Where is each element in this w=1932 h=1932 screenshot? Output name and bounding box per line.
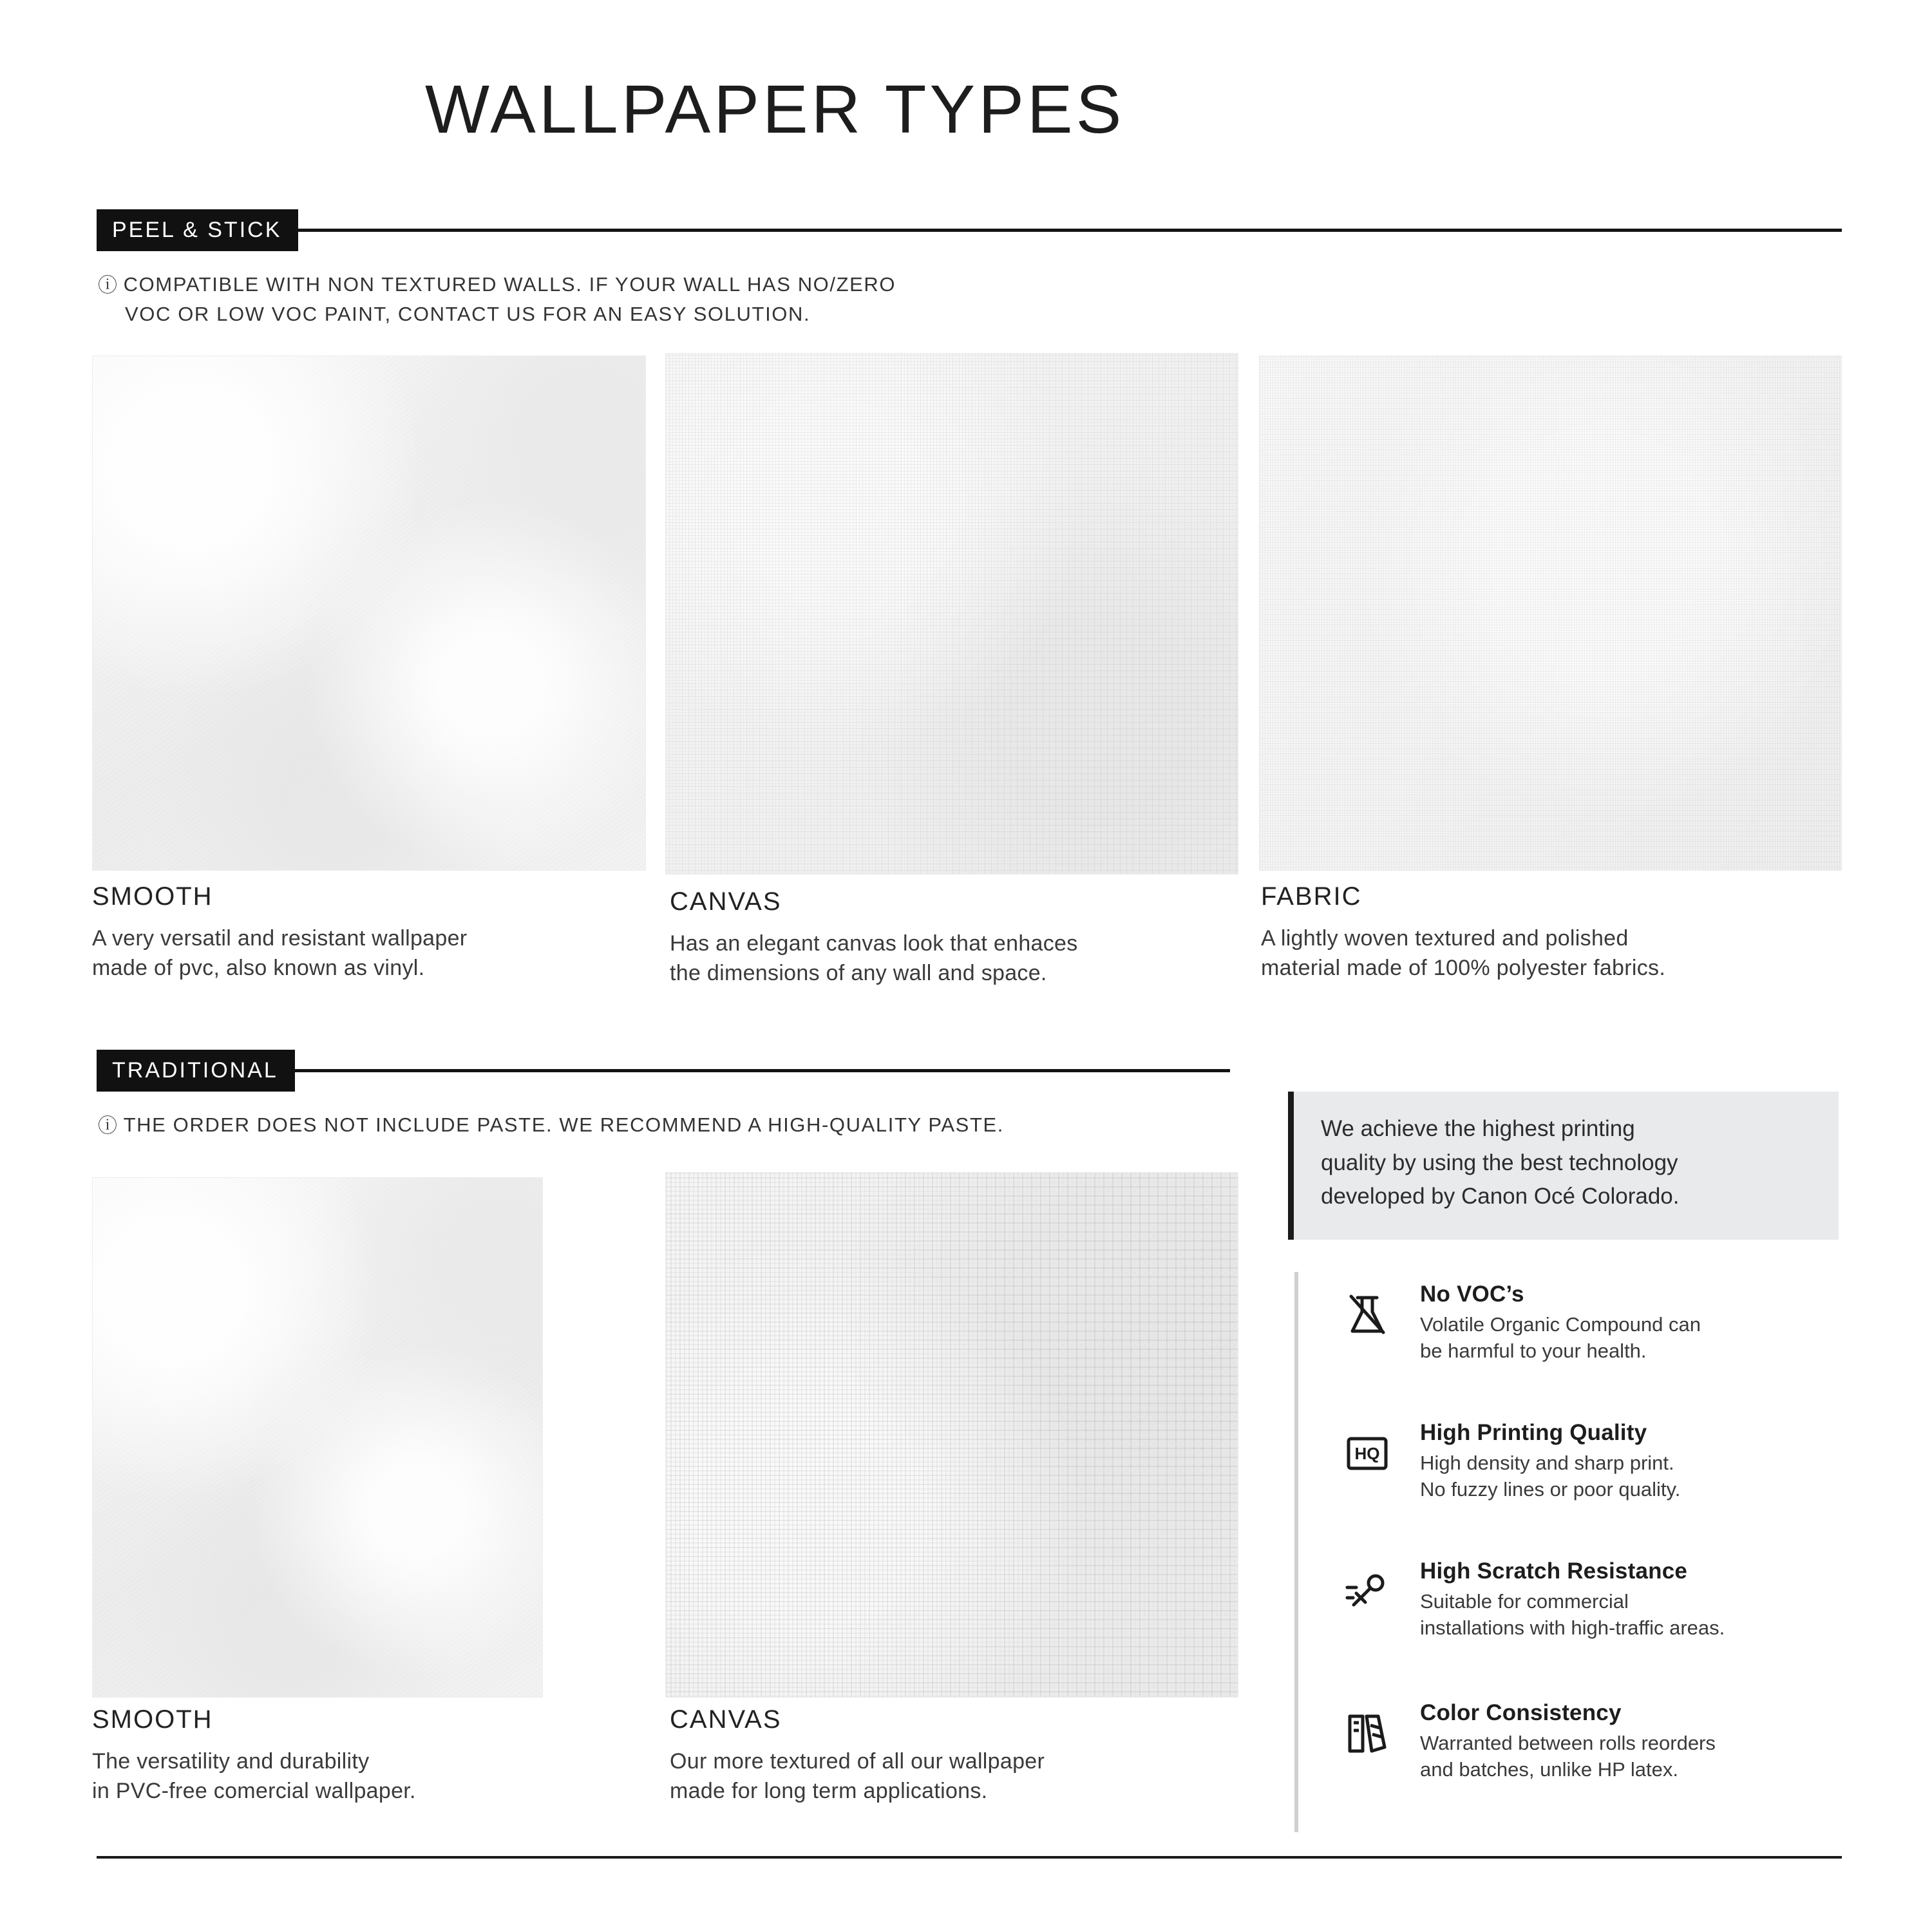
section-tag-peel-stick: PEEL & STICK: [97, 209, 298, 251]
hq-print-icon: [1336, 1423, 1398, 1484]
feature-body: [1420, 1312, 1852, 1365]
feature-body: [1420, 1589, 1852, 1642]
footer-divider: [97, 1856, 1842, 1859]
feature-no-voc: [1336, 1282, 1852, 1365]
caption-line-1: Has an elegant canvas look that enhaces: [670, 931, 1078, 956]
feature-title: High Printing Quality: [1420, 1420, 1647, 1445]
quote-line-1: We achieve the highest printing: [1321, 1116, 1635, 1141]
feature-title: High Scratch Resistance: [1420, 1558, 1688, 1584]
color-consistency-icon: [1336, 1703, 1398, 1765]
note-line-2: VOC OR LOW VOC PAINT, CONTACT US FOR AN EASY SOLUTION.: [125, 302, 811, 325]
feature-body-line-2: and batches, unlike HP latex.: [1420, 1757, 1678, 1781]
page-title: WALLPAPER TYPES: [425, 71, 1125, 147]
swatch-peel-stick-smooth[interactable]: [92, 355, 646, 871]
caption-body-canvas-trad: [670, 1747, 1249, 1806]
caption-title-fabric-ps: FABRIC: [1261, 882, 1362, 911]
feature-high-scratch-resistance: [1336, 1558, 1852, 1642]
swatch-traditional-smooth[interactable]: [92, 1177, 543, 1698]
quote-line-3: developed by Canon Océ Colorado.: [1321, 1184, 1680, 1209]
feature-color-consistency: [1336, 1700, 1852, 1783]
section-tag-traditional: TRADITIONAL: [97, 1050, 295, 1092]
feature-title: No VOC’s: [1420, 1282, 1524, 1307]
section-header-traditional: [97, 1050, 1230, 1092]
caption-line-1: The versatility and durability: [92, 1749, 370, 1774]
feature-body-line-1: Volatile Organic Compound can: [1420, 1313, 1701, 1336]
section-divider: [295, 1069, 1230, 1072]
caption-body-canvas-ps: [670, 929, 1249, 988]
swatch-peel-stick-canvas[interactable]: [665, 353, 1238, 875]
feature-list-rail: [1294, 1272, 1298, 1832]
quality-statement: [1288, 1092, 1839, 1240]
feature-body-line-2: No fuzzy lines or poor quality.: [1420, 1477, 1681, 1501]
quote-line-2: quality by using the best technology: [1321, 1150, 1678, 1175]
section-divider: [298, 229, 1842, 232]
info-icon: ⓘ: [98, 1115, 118, 1137]
feature-body: [1420, 1450, 1852, 1503]
caption-line-1: A lightly woven textured and polished: [1261, 926, 1629, 951]
info-icon: ⓘ: [98, 275, 118, 296]
note-line-1: THE ORDER DOES NOT INCLUDE PASTE. WE RECOMMEND A HIGH-QUALITY PASTE.: [123, 1113, 1004, 1136]
feature-title: Color Consistency: [1420, 1700, 1622, 1725]
caption-line-1: A very versatil and resistant wallpaper: [92, 926, 468, 951]
caption-line-1: Our more textured of all our wallpaper: [670, 1749, 1045, 1774]
caption-line-2: in PVC-free comercial wallpaper.: [92, 1778, 416, 1803]
feature-body: [1420, 1730, 1852, 1783]
feature-body-line-2: installations with high-traffic areas.: [1420, 1616, 1725, 1639]
caption-line-2: made of pvc, also known as vinyl.: [92, 955, 425, 980]
section-header-peel-stick: [97, 209, 1842, 251]
note-peel-stick: [98, 270, 1193, 328]
feature-body-line-1: High density and sharp print.: [1420, 1452, 1674, 1474]
caption-body-fabric-ps: [1261, 924, 1847, 983]
caption-title-canvas-ps: CANVAS: [670, 887, 782, 916]
caption-body-smooth-trad: [92, 1747, 607, 1806]
caption-title-smooth-ps: SMOOTH: [92, 882, 213, 911]
caption-title-smooth-trad: SMOOTH: [92, 1705, 213, 1734]
swatch-traditional-canvas[interactable]: [665, 1172, 1238, 1698]
feature-body-line-1: Suitable for commercial: [1420, 1590, 1629, 1613]
feature-body-line-2: be harmful to your health.: [1420, 1339, 1647, 1362]
scratch-resistance-icon: [1336, 1561, 1398, 1623]
feature-body-line-1: Warranted between rolls reorders: [1420, 1732, 1716, 1754]
note-traditional: [98, 1111, 1231, 1141]
caption-body-smooth-ps: [92, 924, 646, 983]
feature-high-printing-quality: [1336, 1420, 1852, 1503]
caption-line-2: material made of 100% polyester fabrics.: [1261, 955, 1666, 980]
caption-line-2: the dimensions of any wall and space.: [670, 960, 1047, 985]
caption-line-2: made for long term applications.: [670, 1778, 988, 1803]
no-voc-icon: [1336, 1284, 1398, 1346]
svg-text:HQ: HQ: [1354, 1444, 1380, 1463]
caption-title-canvas-trad: CANVAS: [670, 1705, 782, 1734]
note-line-1: COMPATIBLE WITH NON TEXTURED WALLS. IF YOUR WALL HAS NO/ZERO: [123, 273, 896, 296]
swatch-peel-stick-fabric[interactable]: [1259, 355, 1842, 871]
